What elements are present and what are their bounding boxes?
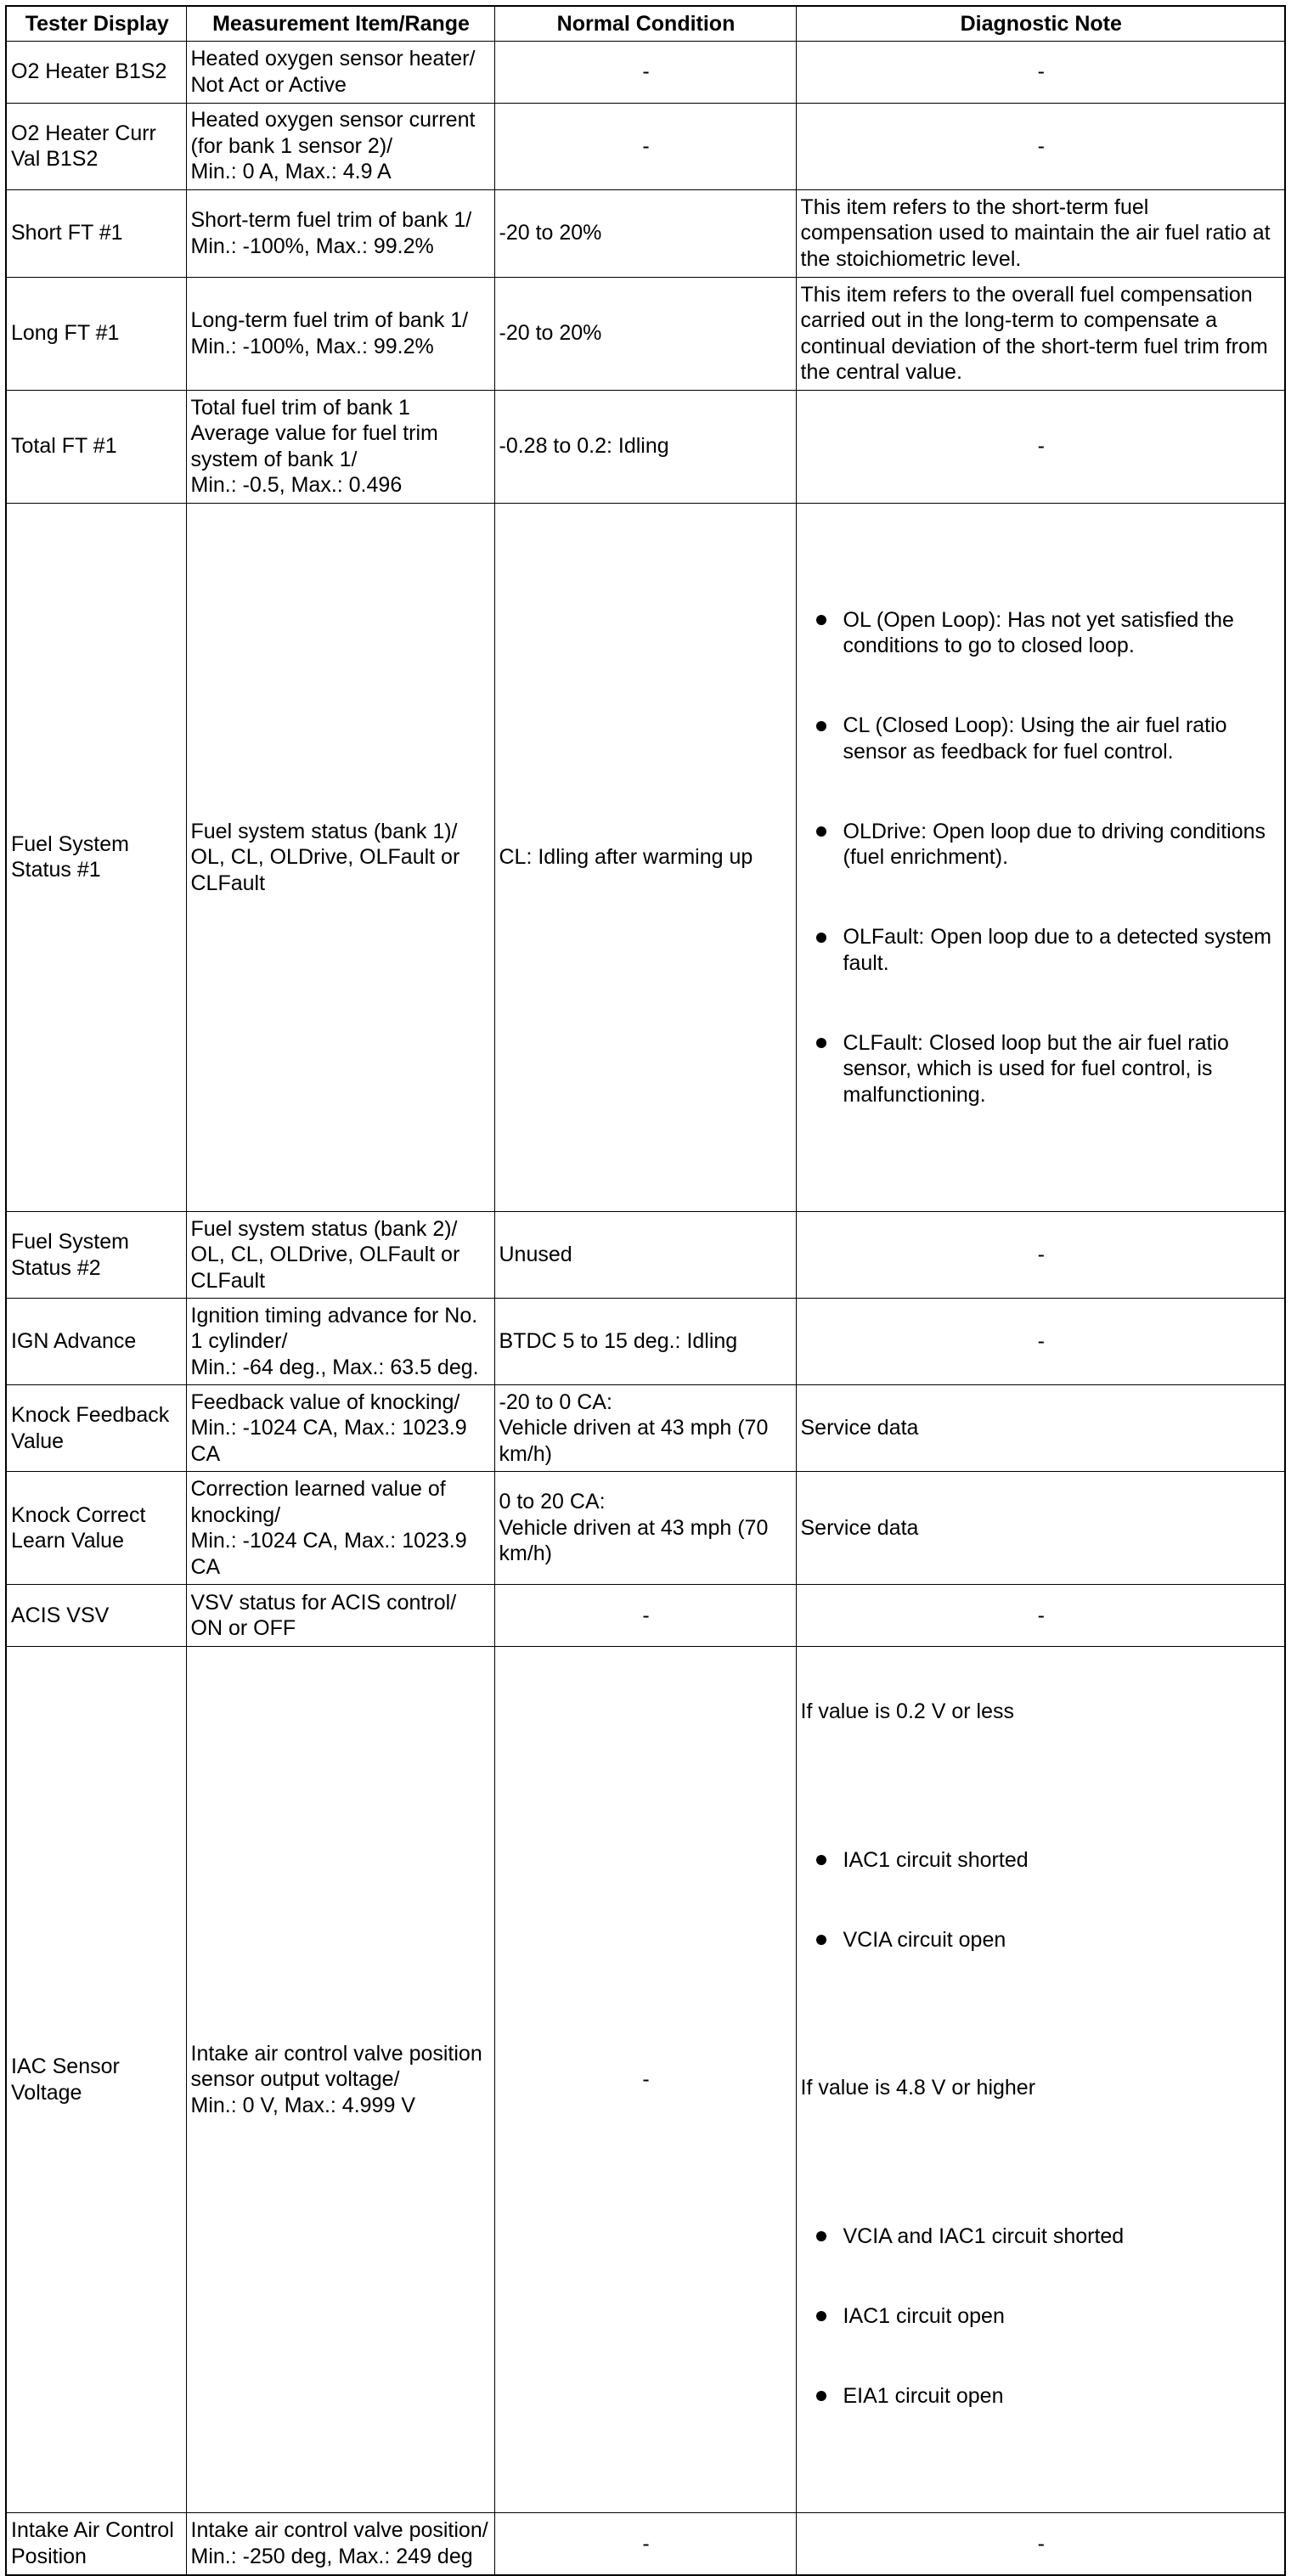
tester-display-cell: O2 Heater B1S2 [6, 41, 186, 103]
measurement-cell: Intake air control valve position/ Min.: -250 deg, Max.: 249 deg [186, 2513, 494, 2575]
bullet-item: EIA1 circuit open [801, 2383, 1283, 2410]
measurement-cell: Fuel system status (bank 1)/ OL, CL, OLDrive, OLFault or CLFault [186, 503, 494, 1212]
normal-condition-cell: -20 to 0 CA: Vehicle driven at 43 mph (70 km/h) [494, 1385, 796, 1472]
table-row [6, 2513, 1285, 2575]
bullet-item: OLDrive: Open loop due to driving conditions (fuel enrichment). [801, 819, 1283, 871]
table-row [6, 1647, 1285, 2513]
diagnostic-note-cell: This item refers to the short-term fuel compensation used to maintain the air fuel ratio at the stoichiometric level. [796, 189, 1285, 277]
normal-condition-cell: -20 to 20% [494, 277, 796, 390]
diagnostic-note-cell: - [796, 2513, 1285, 2575]
tester-display-cell: Total FT #1 [6, 390, 186, 503]
tester-display-cell: Short FT #1 [6, 189, 186, 277]
bullet-list [801, 2172, 1283, 2461]
measurement-cell: Long-term fuel trim of bank 1/ Min.: -100%, Max.: 99.2% [186, 277, 494, 390]
column-header-tester-display: Tester Display [6, 6, 186, 41]
tester-display-cell: ACIS VSV [6, 1585, 186, 1647]
tester-display-cell: Fuel System Status #1 [6, 503, 186, 1212]
normal-condition-cell: CL: Idling after warming up [494, 503, 796, 1212]
bullet-item: VCIA circuit open [801, 1927, 1283, 1953]
measurement-cell: Ignition timing advance for No. 1 cylinder/ Min.: -64 deg., Max.: 63.5 deg. [186, 1299, 494, 1385]
tester-display-cell: IAC Sensor Voltage [6, 1647, 186, 2513]
diagnostic-note-cell: - [796, 103, 1285, 189]
table-row [6, 503, 1285, 1212]
table-row [6, 390, 1285, 503]
bullet-item: CL (Closed Loop): Using the air fuel ratio sensor as feedback for fuel control. [801, 713, 1283, 764]
tester-display-cell: Long FT #1 [6, 277, 186, 390]
normal-condition-cell: BTDC 5 to 15 deg.: Idling [494, 1299, 796, 1385]
table-row [6, 103, 1285, 189]
data-list-table [5, 5, 1286, 2576]
normal-condition-cell: - [494, 1647, 796, 2513]
normal-condition-cell: -20 to 20% [494, 189, 796, 277]
table-row [6, 1212, 1285, 1299]
normal-condition-cell: - [494, 41, 796, 103]
column-header-measurement: Measurement Item/Range [186, 6, 494, 41]
diagnostic-note-cell: - [796, 1212, 1285, 1299]
normal-condition-cell: - [494, 1585, 796, 1647]
tester-display-cell: Fuel System Status #2 [6, 1212, 186, 1299]
diagnostic-note-cell: - [796, 390, 1285, 503]
tester-display-cell: Knock Feedback Value [6, 1385, 186, 1472]
note-condition-heading: If value is 0.2 V or less [800, 1699, 1015, 1723]
note-condition-heading: If value is 4.8 V or higher [800, 2076, 1036, 2100]
table-row [6, 189, 1285, 277]
normal-condition-cell: -0.28 to 0.2: Idling [494, 390, 796, 503]
measurement-cell: Short-term fuel trim of bank 1/ Min.: -100%, Max.: 99.2% [186, 189, 494, 277]
tester-display-cell: O2 Heater Curr Val B1S2 [6, 103, 186, 189]
tester-display-cell: IGN Advance [6, 1299, 186, 1385]
diagnostic-note-cell: - [796, 1299, 1285, 1385]
normal-condition-cell: - [494, 103, 796, 189]
tester-display-cell: Intake Air Control Position [6, 2513, 186, 2575]
bullet-item: OLFault: Open loop due to a detected system fault. [801, 924, 1283, 976]
diagnostic-note-cell: - [796, 41, 1285, 103]
table-row [6, 1299, 1285, 1385]
table-row [6, 1472, 1285, 1585]
tester-display-cell: Knock Correct Learn Value [6, 1472, 186, 1585]
measurement-cell: Intake air control valve position sensor output voltage/ Min.: 0 V, Max.: 4.999 V [186, 1647, 494, 2513]
measurement-cell: Heated oxygen sensor heater/ Not Act or Active [186, 41, 494, 103]
normal-condition-cell: - [494, 2513, 796, 2575]
measurement-cell: Correction learned value of knocking/ Min.: -1024 CA, Max.: 1023.9 CA [186, 1472, 494, 1585]
bullet-item: IAC1 circuit shorted [801, 1847, 1283, 1874]
measurement-cell: Fuel system status (bank 2)/ OL, CL, OLDrive, OLFault or CLFault [186, 1212, 494, 1299]
column-header-diagnostic-note: Diagnostic Note [796, 6, 1285, 41]
bullet-item: IAC1 circuit open [801, 2303, 1283, 2330]
measurement-cell: VSV status for ACIS control/ ON or OFF [186, 1585, 494, 1647]
diagnostic-note-cell [796, 1647, 1285, 2513]
bullet-list [801, 1795, 1283, 2005]
diagnostic-note-cell: - [796, 1585, 1285, 1647]
diagnostic-note-cell: Service data [796, 1472, 1285, 1585]
normal-condition-cell: 0 to 20 CA: Vehicle driven at 43 mph (70 km/h) [494, 1472, 796, 1585]
bullet-item: OL (Open Loop): Has not yet satisfied the conditions to go to closed loop. [801, 607, 1283, 659]
table-row [6, 277, 1285, 390]
table-header-row [6, 6, 1285, 41]
table-row [6, 1585, 1285, 1647]
measurement-cell: Heated oxygen sensor current (for bank 1 sensor 2)/ Min.: 0 A, Max.: 4.9 A [186, 103, 494, 189]
diagnostic-note-cell [796, 503, 1285, 1212]
table-row [6, 41, 1285, 103]
measurement-cell: Total fuel trim of bank 1 Average value for fuel trim system of bank 1/ Min.: -0.5, Max.: 0.496 [186, 390, 494, 503]
column-header-normal-condition: Normal Condition [494, 6, 796, 41]
bullet-item: VCIA and IAC1 circuit shorted [801, 2224, 1283, 2250]
normal-condition-cell: Unused [494, 1212, 796, 1299]
bullet-item: CLFault: Closed loop but the air fuel ratio sensor, which is used for fuel control, is malfunctioning. [801, 1030, 1283, 1108]
bullet-list [801, 555, 1283, 1160]
measurement-cell: Feedback value of knocking/ Min.: -1024 CA, Max.: 1023.9 CA [186, 1385, 494, 1472]
diagnostic-note-cell: Service data [796, 1385, 1285, 1472]
table-row [6, 1385, 1285, 1472]
diagnostic-note-cell: This item refers to the overall fuel compensation carried out in the long-term to compensate a continual deviation of the short-term fuel trim from the central value. [796, 277, 1285, 390]
